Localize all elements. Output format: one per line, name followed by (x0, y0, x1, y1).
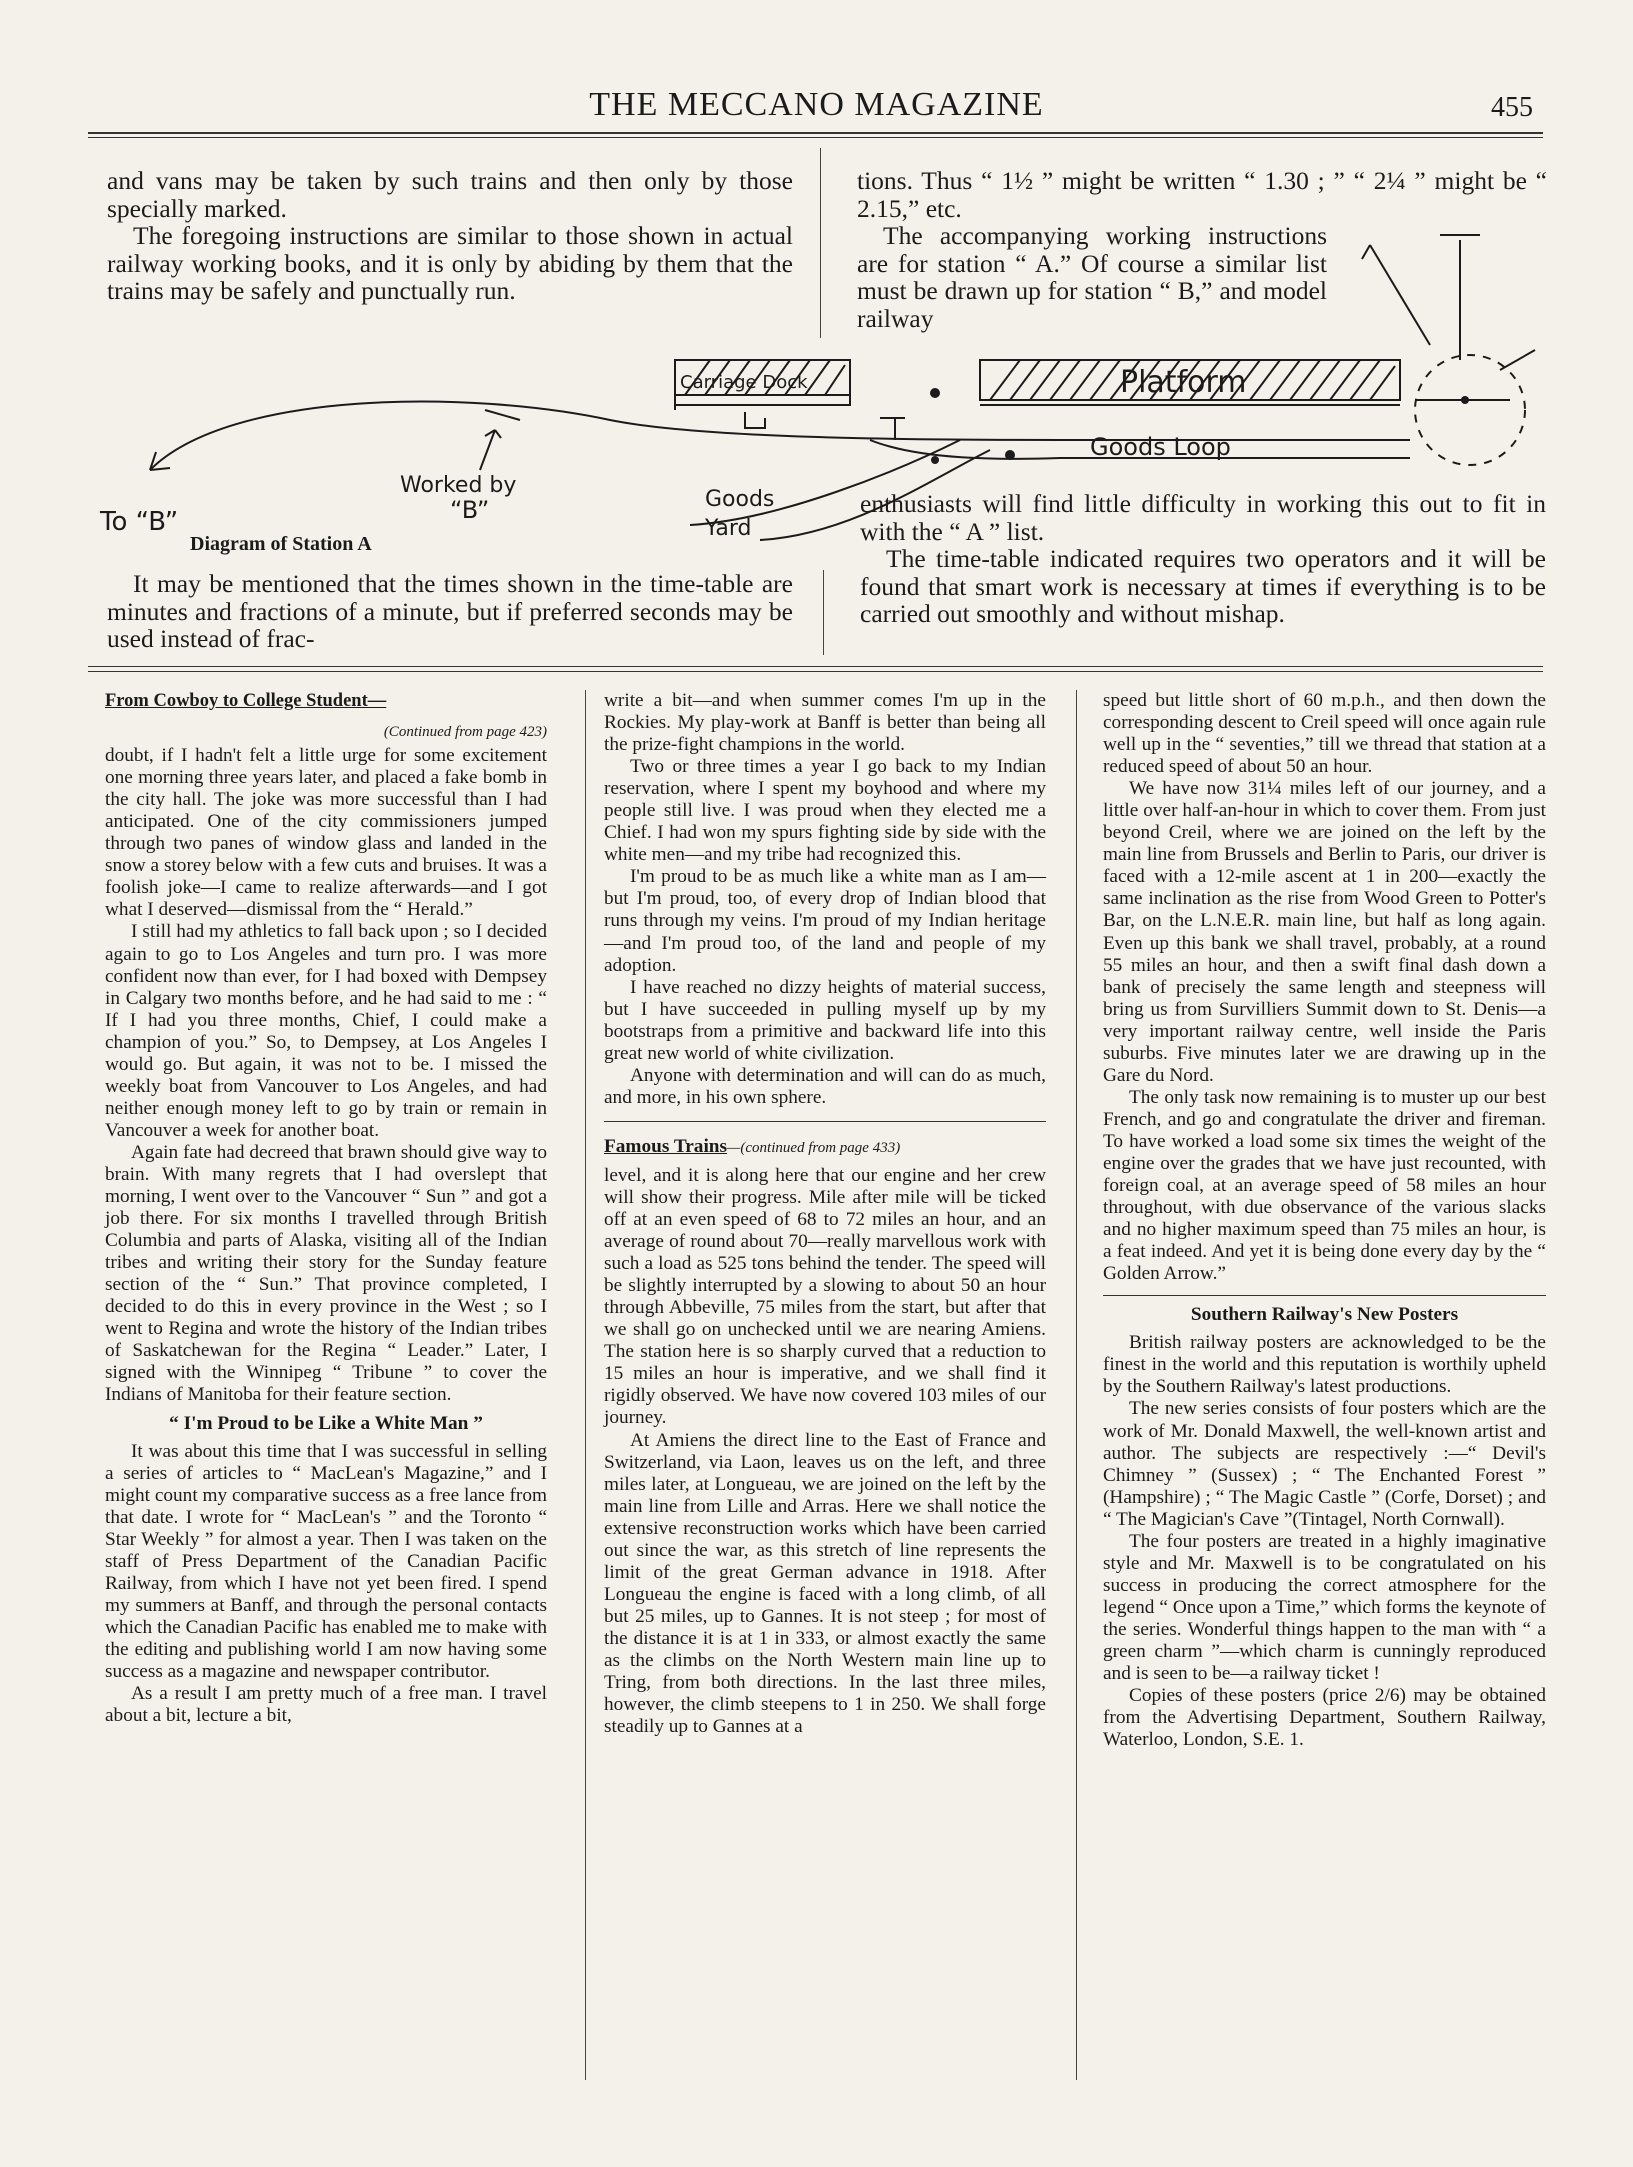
label-worked-b: “B” (450, 496, 490, 524)
paragraph: tions. Thus “ 1½ ” might be written “ 1.30 ; ” “ 2¼ ” might be “ 2.15,” etc. (857, 166, 1547, 223)
continued-note: (Continued from page 423) (383, 724, 547, 741)
column-1 (105, 690, 547, 1727)
paragraph: Two or three times a year I go back to my Indian reservation, where I spent my boyhood and where my people still live. I was proud when they elected me a Chief. I had won my spurs fighting side by side with the white men—and my tribe had recognized this. (604, 756, 1046, 866)
paragraph: The only task now remaining is to muster up our best French, and go and congratulate the driver and fireman. To have worked a load some six times the weight of the engine over the grades that we have just recounted, with foreign coal, at an average speed of 58 miles an hour throughout, with due observance of the various slacks and no higher maximum speed than 75 miles an hour, is a feat indeed. And yet it is being done every day by the “ Golden Arrow.” (1103, 1086, 1546, 1285)
article-separator (1103, 1295, 1546, 1296)
magazine-title: THE MECCANO MAGAZINE (589, 86, 1044, 123)
paragraph: The accompanying working instructions are for station “ A.” Of course a similar list must be drawn up for station “ B,” and model railway (857, 221, 1327, 333)
paragraph: Copies of these posters (price 2/6) may be obtained from the Advertising Department, Southern Railway, Waterloo, London, S.E. 1. (1103, 1685, 1546, 1751)
column-divider (823, 570, 824, 655)
paragraph: speed but little short of 60 m.p.h., and then down the corresponding descent to Creil speed will once again rule well up in the “ seventies,” till we thread that station at a reduced speed of about 50 an hour. (1103, 690, 1546, 778)
paragraph: I have reached no dizzy heights of material success, but I have succeeded in pulling myself up by my bootstraps from a primitive and backward life into this great new world of white civilization. (604, 976, 1046, 1064)
continued-note: —(continued from page 433) (727, 1139, 901, 1156)
paragraph: At Amiens the direct line to the East of France and Switzerland, via Laon, leaves us on the left, and three miles later, at Longueau, we are joined on the left by the main line from Lille and Arras. Here we shall notice the extensive reconstruction works which have been carried out since the war, as this stretch of line represents the limit of the great German advance in 1918. After Longueau the engine is faced with a long climb, of all but 25 miles, up to Gannes. It is not steep ; for most of the distance it is at 1 in 333, or almost exactly the same as the climbs on the North Western main line up to Tring, from both directions. In the last three miles, however, the climb steepens to 1 in 250. We shall forge steadily up to Gannes at a (604, 1429, 1046, 1738)
paragraph: British railway posters are acknowledged to be the finest in the world and this reputation is worthily upheld by the Southern Railway's latest productions. (1103, 1332, 1546, 1398)
paragraph: Anyone with determination and will can do as much, and more, in his own sphere. (604, 1064, 1046, 1108)
section-rule (88, 666, 1543, 667)
paragraph: The new series consists of four posters which are the work of Mr. Donald Maxwell, the well-known artist and author. The subjects are respectively :—“ Devil's Chimney ” (Sussex) ; “ The Enchanted Forest ” (Hampshire) ; “ The Magic Castle ” (Corfe, Dorset) ; and “ The Magician's Cave ”(Tintagel, North Cornwall). (1103, 1398, 1546, 1530)
column-3 (1103, 690, 1546, 1751)
article-heading: From Cowboy to College Student— (105, 691, 387, 711)
column-divider (1076, 690, 1077, 2080)
label-carriage-dock: Carriage Dock (680, 372, 808, 393)
paragraph: The time-table indicated requires two operators and it will be found that smart work is necessary at times if everything is to be carried out smoothly and without mishap. (860, 544, 1546, 628)
paragraph: The four posters are treated in a highly imaginative style and Mr. Maxwell is to be congratulated on his success in producing the correct atmosphere for the legend “ Once upon a Time,” which forms the keynote of the series. Wonderful things happen to the man with “ a green charm ”—which charm is cunningly reproduced and is seen to be—a railway ticket ! (1103, 1530, 1546, 1685)
label-yard: Yard (705, 516, 752, 541)
paragraph: I still had my athletics to fall back upon ; so I decided again to go to Los Angeles and turn pro. I was more confident now than ever, for I had boxed with Dempsey in Calgary two months before, and he had said to me : “ If I had you three months, Chief, I could make a champion of you.” So, to Dempsey, at Los Angeles I would go. But again, it was not to be. I missed the weekly boat from Vancouver to Los Angeles, and had neither enough money left to go by train or remain in Vancouver a week for another boat. (105, 921, 547, 1141)
subheading: “ I'm Proud to be Like a White Man ” (169, 1412, 483, 1434)
article-separator (604, 1121, 1046, 1122)
article-heading: Southern Railway's New Posters (1190, 1304, 1459, 1326)
section-rule-thin (88, 671, 1543, 672)
paragraph: I'm proud to be as much like a white man as I am—but I'm proud, too, of every drop of Indian blood that runs through my veins. I'm proud of my Indian heritage—and I'm proud too, of the land and people of my adoption. (604, 866, 1046, 976)
paragraph: We have now 31¼ miles left of our journey, and a little over half-an-hour in which to cover them. From just beyond Creil, where we are joined on the left by the main line from Brussels and Berlin to Paris, our driver is faced with a 12-mile ascent at 1 in 200—exactly the same inclination as the rise from Wood Green to Potter's Bar, on the L.N.E.R. main line, but half as long again. Even up this bank we shall travel, probably, at a round 55 miles an hour, and then a swift final dash down a bank of precisely the same length and steepness will bring us from Survilliers Summit down to St. Denis—a very important railway centre, well inside the Paris suburbs. Five minutes later we are drawing up in the Gare du Nord. (1103, 778, 1546, 1086)
top-left-lower-text: It may be mentioned that the times shown in the time-table are minutes and fractions of a minute, but if preferred seconds may be used instead of frac- (107, 569, 793, 653)
diagram-caption: Diagram of Station A (190, 533, 372, 555)
article-heading: Famous Trains (604, 1135, 728, 1157)
paragraph: The foregoing instructions are similar to those shown in actual railway working books, and it is only by abiding by them that the trains may be safely and punctually run. (107, 221, 793, 305)
label-to-b: To “B” (100, 507, 179, 537)
page-number: 455 (1491, 92, 1533, 123)
label-goods: Goods (705, 487, 775, 512)
paragraph: level, and it is along here that our engine and her crew will show their progress. Mile after mile will be ticked off at an even speed of 68 to 72 miles an hour, and an average of round about 70—really marvellous work with such a load as 525 tons behind the tender. The speed will be slightly interrupted by a slowing to about 50 an hour through Abbeville, 75 miles from the start, but after that we shall go on unchecked until we are nearing Amiens. The station here is so sharply curved that a reduction to 15 miles an hour is imperative, and we shall find it rigidly observed. We have now covered 103 miles of our journey. (604, 1164, 1046, 1429)
paragraph: enthusiasts will find little difficulty in working this out to fit in with the “ A ” list. (860, 489, 1546, 546)
paragraph: Again fate had decreed that brawn should give way to brain. With many regrets that I had overslept that morning, I went over to the Vancouver “ Sun ” and got a job there. For six months I travelled through British Columbia and parts of Alaska, visiting all of the Indian tribes and writing their story for the Sunday feature section of the “ Sun.” That province completed, I decided to do this in every province in the West ; so I went to Regina and wrote the history of the Indian tribes of Saskatchewan for the Regina “ Leader.” Later, I signed with the Winnipeg “ Tribune ” to cover the Indians of Manitoba for their feature section. (105, 1141, 548, 1406)
paragraph: and vans may be taken by such trains and then only by those specially marked. (107, 166, 793, 223)
label-platform: Platform (1120, 365, 1247, 400)
column-divider (585, 690, 586, 2080)
paragraph: write a bit—and when summer comes I'm up in the Rockies. My play-work at Banff is better than being all the prize-fight champions in the world. (604, 690, 1046, 756)
column-2 (604, 690, 1046, 1738)
label-goods-loop: Goods Loop (1090, 433, 1231, 461)
paragraph: doubt, if I hadn't felt a little urge for some excitement one morning three years later, and placed a fake bomb in the city hall. The joke was more successful than I had anticipated. One of the city commissioners jumped through two panes of window glass and landed in the snow a storey below with a few cuts and bruises. It was a foolish joke—I came to realize afterwards—and I got what I deserved—dismissal from the “ Herald.” (105, 745, 547, 921)
paragraph: It was about this time that I was successful in selling a series of articles to “ MacLean's Magazine,” and I might count my comparative success as a free lance from that date. I wrote for “ MacLean's ” and the Toronto “ Star Weekly ” for almost a year. Then I was taken on the staff of Press Department of the Canadian Pacific Railway, from which I have not yet been fired. I spend my summers at Banff, and through the personal contacts which the Canadian Pacific has enabled me to make with the editing and publishing world I am now having some success as a magazine and newspaper contributor. (105, 1440, 547, 1683)
paragraph: As a result I am pretty much of a free man. I travel about a bit, lecture a bit, (105, 1683, 547, 1727)
label-worked-by: Worked by (400, 473, 517, 498)
top-right-lower-text (860, 490, 1546, 628)
